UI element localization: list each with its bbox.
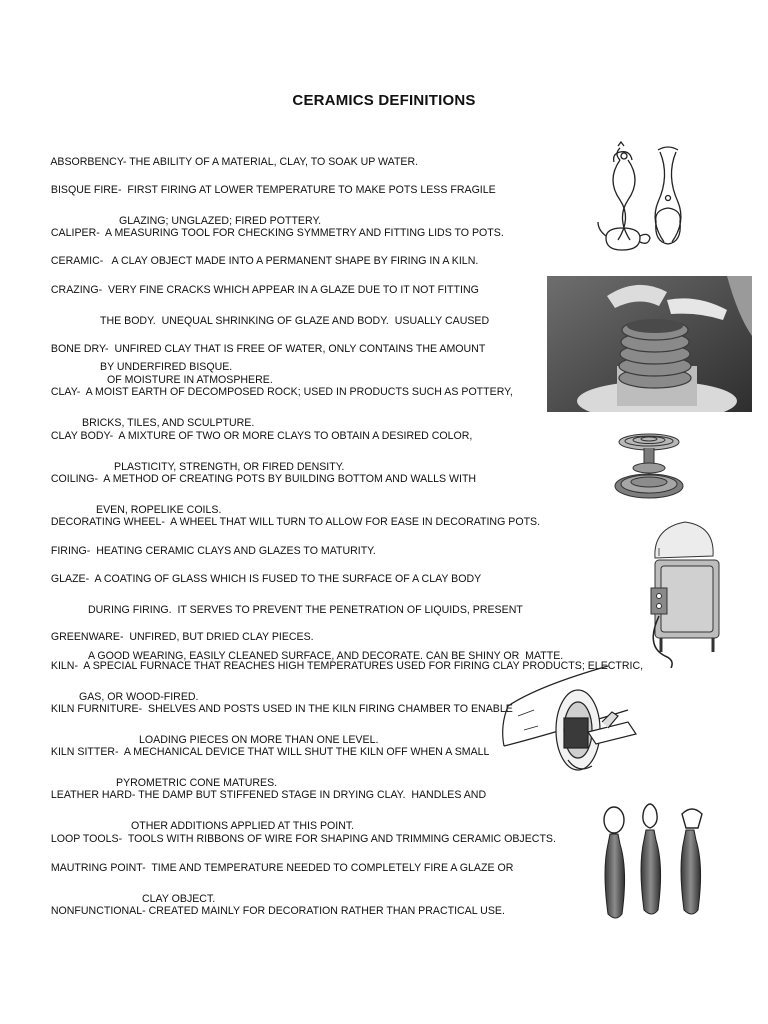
caliper-icon [596,138,692,256]
kiln-icon [645,516,730,668]
definition-text: KILN FURNITURE- SHELVES AND POSTS USED IN THE KILN FIRING CHAMBER TO ENABLE [50,702,513,715]
coiling-photo [547,276,752,412]
definition-text: LEATHER HARD- THE DAMP BUT STIFFENED STAGE IN DRYING CLAY. HANDLES AND [50,788,487,801]
definition-decorating-wheel [45,499,540,530]
definition-text: GLAZE- A COATING OF GLASS WHICH IS FUSED TO THE SURFACE OF A CLAY BODY [50,572,482,585]
definition-text: ABSORBENCY- THE ABILITY OF A MATERIAL, CLAY, TO SOAK UP WATER. [50,155,419,168]
definition-text: GREENWARE- UNFIRED, BUT DRIED CLAY PIECES. [50,630,314,643]
definition-continuation: OTHER ADDITIONS APPLIED AT THIS POINT. [131,819,355,832]
definition-text: DECORATING WHEEL- A WHEEL THAT WILL TURN TO ALLOW FOR EASE IN DECORATING POTS. [50,515,541,528]
definition-text: KILN SITTER- A MECHANICAL DEVICE THAT WILL SHUT THE KILN OFF WHEN A SMALL [50,745,490,758]
definition-text: CERAMIC- A CLAY OBJECT MADE INTO A PERMANENT SHAPE BY FIRING IN A KILN. [50,254,479,267]
decorating-wheel-icon [610,428,688,504]
page-title: CERAMICS DEFINITIONS [292,92,476,109]
definition-greenware [45,614,314,645]
definition-text: FIRING- HEATING CERAMIC CLAYS AND GLAZES TO MATURITY. [50,544,376,557]
definition-continuation: DURING FIRING. IT SERVES TO PREVENT THE PENETRATION OF LIQUIDS, PRESENT [88,603,523,616]
definition-continuation: GLAZING; UNGLAZED; FIRED POTTERY. [119,214,322,227]
definition-nonfunctional [45,888,505,919]
definition-continuation: EVEN, ROPELIKE COILS. [96,503,222,516]
definition-text: NONFUNCTIONAL- CREATED MAINLY FOR DECORATION RATHER THAN PRACTICAL USE. [50,904,505,917]
kiln-sitter-icon [498,660,646,782]
definition-continuation: A GOOD WEARING, EASILY CLEANED SURFACE, AND DECORATE. CAN BE SHINY OR MATTE. [88,650,564,662]
definition-absorbency [45,139,418,170]
definition-text: COILING- A METHOD OF CREATING POTS BY BUILDING BOTTOM AND WALLS WITH [50,472,477,485]
definition-text: CALIPER- A MEASURING TOOL FOR CHECKING SYMMETRY AND FITTING LIDS TO POTS. [50,226,504,239]
definition-text: KILN- A SPECIAL FURNACE THAT REACHES HIGH TEMPERATURES USED FOR FIRING CLAY PRODUCTS; ELECTRIC, [50,659,644,672]
definition-caliper [45,210,504,241]
definition-continuation: OF MOISTURE IN ATMOSPHERE. [107,373,273,386]
definition-text: CRAZING- VERY FINE CRACKS WHICH APPEAR IN A GLAZE DUE TO IT NOT FITTING [50,283,479,296]
definition-firing [45,528,376,559]
definition-text: CLAY BODY- A MIXTURE OF TWO OR MORE CLAYS TO OBTAIN A DESIRED COLOR, [50,429,473,442]
loop-tools-icon [598,800,728,930]
definition-ceramic [45,238,478,269]
definition-continuation: BY UNDERFIRED BISQUE. [100,361,233,373]
definition-continuation: PLASTICITY, STRENGTH, OR FIRED DENSITY. [114,460,345,473]
definition-continuation: BRICKS, TILES, AND SCULPTURE. [82,416,255,429]
definition-text: BONE DRY- UNFIRED CLAY THAT IS FREE OF WATER, ONLY CONTAINS THE AMOUNT [50,342,486,355]
definition-continuation: PYROMETRIC CONE MATURES. [116,776,278,789]
definition-continuation: GAS, OR WOOD-FIRED. [79,690,199,703]
definition-text: BISQUE FIRE- FIRST FIRING AT LOWER TEMPERATURE TO MAKE POTS LESS FRAGILE [50,183,496,196]
definition-loop-tools [45,816,556,847]
definition-continuation: CLAY OBJECT. [142,892,216,905]
definition-text: LOOP TOOLS- TOOLS WITH RIBBONS OF WIRE FOR SHAPING AND TRIMMING CERAMIC OBJECTS. [50,832,556,845]
definition-continuation: LOADING PIECES ON MORE THAN ONE LEVEL. [139,733,379,746]
definition-continuation: THE BODY. UNEQUAL SHRINKING OF GLAZE AND BODY. USUALLY CAUSED [100,314,490,327]
definition-text: CLAY- A MOIST EARTH OF DECOMPOSED ROCK; USED IN PRODUCTS SUCH AS POTTERY, [50,385,513,398]
definition-text: MAUTRING POINT- TIME AND TEMPERATURE NEEDED TO COMPLETELY FIRE A GLAZE OR [50,861,514,874]
